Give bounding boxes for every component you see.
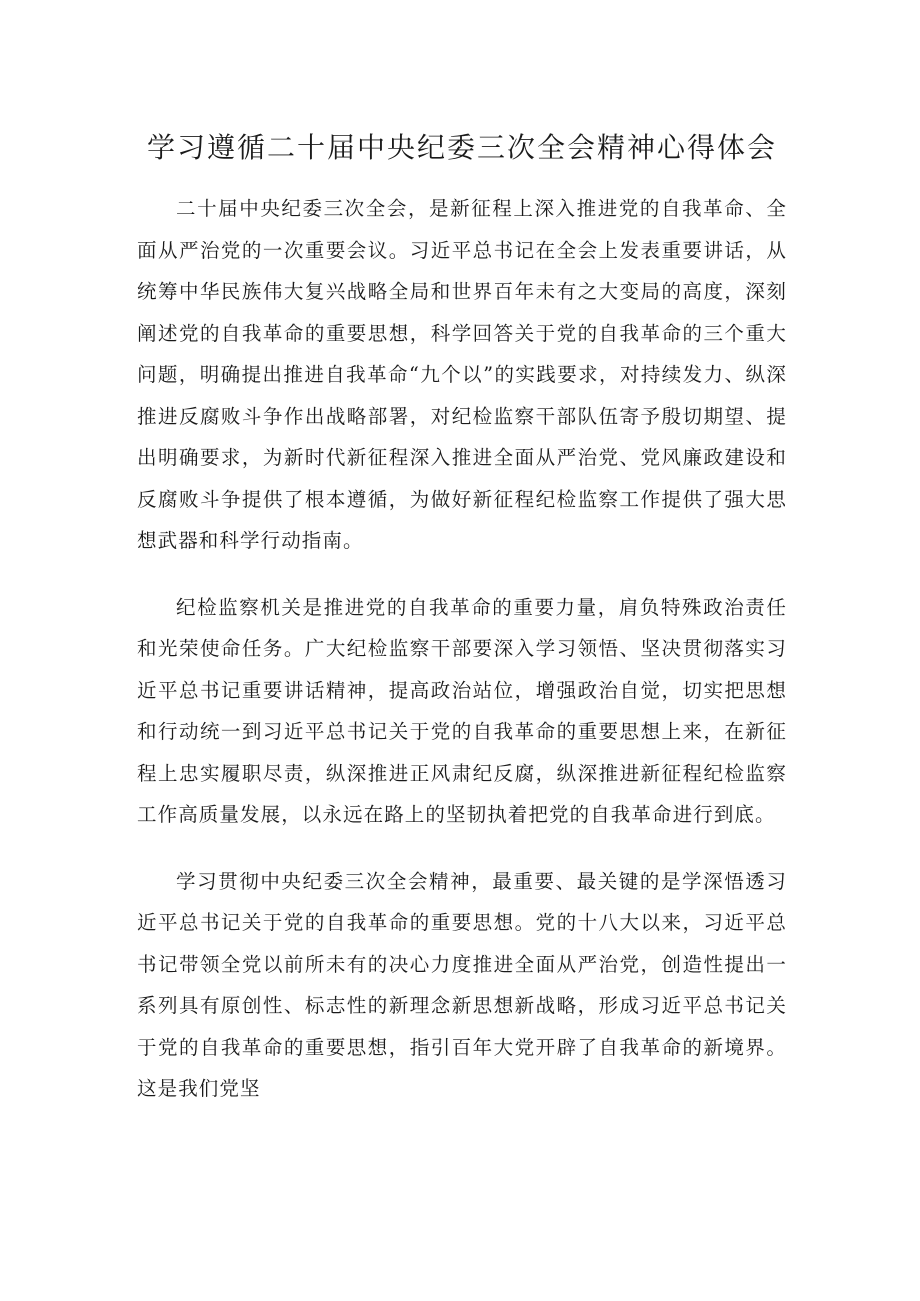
paragraph-2: 纪检监察机关是推进党的自我革命的重要力量，肩负特殊政治责任和光荣使命任务。广大纪检监察干部要深入学习领悟、坚决贯彻落实习近平总书记重要讲话精神，提高政治站位，增强政治自觉，切实把思想和行动统一到习近平总书记关于党的自我革命的重要思想上来，在新征程上忠实履职尽责，纵深推进正风肃纪反腐，纵深推进新征程纪检监察工作高质量发展，以永远在路上的坚韧执着把党的自我革命进行到底。 [137, 595, 787, 826]
document-title: 学习遵循二十届中央纪委三次全会精神心得体会 [146, 131, 777, 164]
paragraph-1: 二十届中央纪委三次全会，是新征程上深入推进党的自我革命、全面从严治党的一次重要会议。习近平总书记在全会上发表重要讲话，从统筹中华民族伟大复兴战略全局和世界百年未有之大变局的高度，深刻阐述党的自我革命的重要思想，科学回答关于党的自我革命的三个重大问题，明确提出推进自我革命“九个以”的实践要求，对持续发力、纵深推进反腐败斗争作出战略部署，对纪检监察干部队伍寄予殷切期望、提出明确要求，为新时代新征程深入推进全面从严治党、党风廉政建设和反腐败斗争提供了根本遵循，为做好新征程纪检监察工作提供了强大思想武器和科学行动指南。 [137, 197, 787, 552]
paragraph-3: 学习贯彻中央纪委三次全会精神，最重要、最关键的是学深悟透习近平总书记关于党的自我革命的重要思想。党的十八大以来，习近平总书记带领全党以前所未有的决心力度推进全面从严治党，创造性提出一系列具有原创性、标志性的新理念新思想新战略，形成习近平总书记关于党的自我革命的重要思想，指引百年大党开辟了自我革命的新境界。这是我们党坚 [137, 869, 787, 1100]
